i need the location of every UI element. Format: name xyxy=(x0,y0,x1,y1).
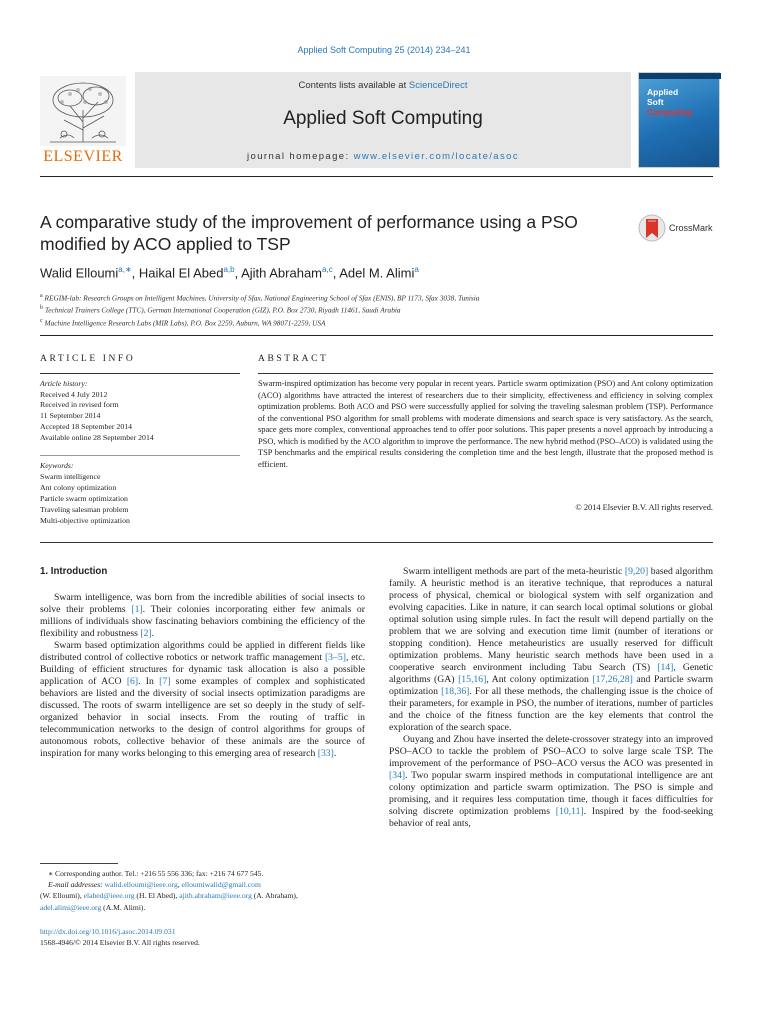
keyword-item: Ant colony optimization xyxy=(40,483,117,492)
citation-link[interactable]: [7] xyxy=(159,676,171,687)
masthead-band xyxy=(135,72,631,168)
corresponding-author-note: ∗ Corresponding author. Tel.: +216 55 556 336; fax: +216 74 677 545. xyxy=(48,869,264,878)
body-column-left xyxy=(40,566,365,760)
introduction-paragraph: Ouyang and Zhou have inserted the delete-crossover strategy into an improved PSO–ACO to tackle the problem of PSO–ACO to solve large scale TSP. The improvement of the performance of PSO–ACO versus the ACO was presented in [34]. Two popular swarm inspired methods in computational intelligence are ant colony optimization and particle swarm optimization. The PSO is simple and promising, and it requires less computation time, though it faces difficulties for solving discrete optimization problems [10,11]. Inspired by the food-seeking behavior of real ants, xyxy=(389,734,714,829)
citation-link[interactable]: [10,11] xyxy=(555,806,584,817)
email-link[interactable]: elloumiwalid@gmail.com xyxy=(181,880,261,890)
introduction-paragraph: Swarm intelligent methods are part of the meta-heuristic [9,20] based algorithm family. A heuristic method is an iterative technique, that reproduces a natural process of physical, chemical or biological system with self organization and evolving capacities. Like in nature, it can search local optimal solutions or global optimal solution using simple rules. In fact the result will depend partially on the problem that we are solving and execution time limit (number of iterations or stopping condition). Hence metaheuristics are usually reserved for difficult optimization problems. Many heuristic search methods have been used in a cooperative search environment including Tabu Search (TS) [14], Genetic algorithms (GA) [15,16], Ant colony optimization [17,26,28] and Particle swarm optimization [18,36]. For all these methods, the challenging issue is the choice of their parameters, for example in PSO, the number of iterations, number of particles and the choice of the fitness function are the key elements that control the exploration of the search space. xyxy=(389,566,714,733)
abstract-heading: ABSTRACT xyxy=(258,354,329,364)
journal-masthead xyxy=(40,72,720,170)
cover-top-bar xyxy=(639,73,721,79)
article-history-label: Article history: xyxy=(40,379,88,388)
citation-link[interactable]: [1] xyxy=(131,604,143,615)
citation-link[interactable]: [17,26,28] xyxy=(592,674,633,685)
article-history xyxy=(40,379,240,443)
history-entry: Received 4 July 2012 xyxy=(40,389,108,399)
abstract-copyright: © 2014 Elsevier B.V. All rights reserved. xyxy=(575,503,713,512)
email-addresses-cont: adel.alimi@ieee.org (A.M. Alimi). xyxy=(40,902,146,912)
introduction-heading: 1. Introduction xyxy=(40,566,108,577)
article-info-heading: ARTICLE INFO xyxy=(40,354,136,364)
citation-link[interactable]: [3–5] xyxy=(324,652,346,663)
journal-homepage-link[interactable]: www.elsevier.com/locate/asoc xyxy=(353,151,519,162)
footnote-divider xyxy=(40,863,118,864)
email-link[interactable]: ajith.abraham@ieee.org xyxy=(179,891,252,901)
author-affiliation-marker[interactable]: a xyxy=(414,265,419,274)
keywords xyxy=(40,460,240,526)
affiliation-item: $^c$ Machine Intelligence Research Labs (MIR Labs), P.O. Box 2259, Auburn, WA 98071-2259, USA xyxy=(40,317,326,328)
author-name: Walid Elloumi xyxy=(40,265,119,281)
author-name: Haikal El Abed xyxy=(138,265,224,281)
history-entry: Available online 28 September 2014 xyxy=(40,432,154,442)
sciencedirect-link[interactable]: ScienceDirect xyxy=(408,80,468,91)
crossmark-label: CrossMark xyxy=(669,223,713,233)
crossmark-button[interactable] xyxy=(638,213,718,243)
author-list: Walid Elloumi$^{a,∗}$, Haikal El Abed$^{a,b}$, Ajith Abraham$^{a,c}$, Adel M. Alimi$^a$ xyxy=(40,265,419,281)
body-column-right xyxy=(389,566,713,830)
introduction-paragraph: Swarm intelligence, was born from the incredible abilities of social insects to solve their problems [1]. Their colonies incorporating either few animals or millions of individuals show fascinating behaviors combining the efficiency of the flexibility and robustness [2]. xyxy=(40,592,365,639)
crossmark-icon xyxy=(638,213,666,243)
author-affiliation-marker[interactable]: a,c xyxy=(322,265,333,274)
homepage-line: journal homepage: www.elsevier.com/locate/asoc xyxy=(247,151,519,162)
cover-line-3: Computing xyxy=(647,107,692,117)
citation-link[interactable]: [33] xyxy=(317,748,334,759)
keyword-item: Particle swarm optimization xyxy=(40,494,128,503)
author-name: Adel M. Alimi xyxy=(339,265,415,281)
affiliation-item: $^a$ REGIM-lab: Research Groups on Intelligent Machines, University of Sfax, National Engineering School of Sfax (ENIS), BP 1173, Sfax 3038, Tunisia xyxy=(40,293,480,303)
keyword-item: Multi-objective optimization xyxy=(40,516,130,525)
publisher-wordmark: ELSEVIER xyxy=(43,148,123,165)
email-link[interactable]: adel.alimi@ieee.org xyxy=(40,902,102,912)
journal-reference[interactable]: Applied Soft Computing 25 (2014) 234–241 xyxy=(297,45,471,55)
citation-link[interactable]: [9,20] xyxy=(624,566,649,577)
email-link[interactable]: walid.elloumi@ieee.org xyxy=(104,880,178,890)
affiliation-list xyxy=(40,291,720,328)
article-info-divider xyxy=(40,373,240,374)
contents-line: Contents lists available at ScienceDirect xyxy=(298,80,468,91)
doi-block xyxy=(40,926,365,948)
citation-link[interactable]: [15,16] xyxy=(458,674,487,685)
journal-cover-thumbnail xyxy=(638,72,720,168)
citation-link[interactable]: [18,36] xyxy=(441,686,470,697)
citation-link[interactable]: [34] xyxy=(389,770,406,781)
keyword-item: Traveling salesman problem xyxy=(40,505,129,514)
email-addresses: E-mail addresses: walid.elloumi@ieee.org, elloumiwalid@gmail.com xyxy=(48,880,261,890)
keywords-divider xyxy=(40,455,240,456)
cover-title xyxy=(647,87,692,117)
abstract-text: Swarm-inspired optimization has become very popular in recent years. Particle swarm optimization (PSO) and Ant colony optimization (ACO) algorithms have attracted the interest of researchers due to their simplicity, effectiveness and efficiency in solving complex optimization problems. Both ACO and PSO were successfully applied for solving the traveling salesman problem (TSP). Performance of the conventional PSO algorithm for small problems with moderate dimensions and search space is very satisfactory. As the search, space gets more complex, conventional approaches tend to offer poor solutions. This paper presents a novel approach by introducing a PSO, which is modified by the ACO algorithm to improve the performance. The new hybrid method (PSO–ACO) is validated using the TSP benchmarks and the empirical results considering the completion time and the best length, illustrate that the proposed method is efficient. xyxy=(258,379,713,469)
doi-link[interactable]: http://dx.doi.org/10.1016/j.asoc.2014.09.031 xyxy=(40,927,176,936)
citation-link[interactable]: [2] xyxy=(140,628,152,639)
keywords-label: Keywords: xyxy=(40,461,74,470)
issn-line: 1568-4946/© 2014 Elsevier B.V. All rights reserved. xyxy=(40,938,200,948)
paper-title: A comparative study of the improvement of performance using a PSO modified by ACO applied to TSP xyxy=(40,212,578,254)
author-affiliation-marker[interactable]: a,b xyxy=(223,265,235,274)
front-matter-divider xyxy=(40,542,713,543)
footnotes xyxy=(40,868,365,913)
affiliation-item: $^b$ Technical Trainers College (TTC), German International Cooperation (GIZ), P.O. Box 2730, Riyadh 11461, Saudi Arabia xyxy=(40,305,401,315)
citation-link[interactable]: [6] xyxy=(126,676,139,687)
author-name: Ajith Abraham xyxy=(241,265,323,281)
author-affiliation-marker[interactable]: a,∗ xyxy=(118,265,132,274)
citation-link[interactable]: [14] xyxy=(657,662,674,673)
history-entry: Accepted 18 September 2014 xyxy=(40,421,133,431)
cover-line-1: Applied xyxy=(647,87,679,97)
abstract-divider xyxy=(258,373,713,374)
affiliation-divider xyxy=(40,335,713,336)
introduction-paragraph: Swarm based optimization algorithms could be applied in different fields like distributed control of collective robotics or network traffic management [3–5], etc. Building of efficient structures for dynamic task allocation is also a possible application of ACO [6]. In [7] some examples of complex and sophisticated behaviors are listed and the diversity of social insects optimization paradigms are discussed. The roots of swarm intelligence are set so deeply in the study of self-organized behavior in social insects. From the routing of traffic in telecommunication networks to the design of control algorithms for groups of autonomous robots, collective behavior of these animals are the source of inspiration for many works belonging to this emerging area of research [33]. xyxy=(40,640,366,759)
journal-title: Applied Soft Computing xyxy=(283,108,483,129)
email-link[interactable]: elabed@ieee.org xyxy=(83,891,135,901)
cover-line-2: Soft xyxy=(647,97,664,107)
email-addresses-cont: (W. Elloumi), elabed@ieee.org (H. El Abed), ajith.abraham@ieee.org (A. Abraham), xyxy=(40,891,298,901)
masthead-divider xyxy=(40,176,713,177)
history-entry: 11 September 2014 xyxy=(40,411,101,421)
history-entry: Received in revised form xyxy=(40,400,119,410)
keyword-item: Swarm intelligence xyxy=(40,472,101,481)
